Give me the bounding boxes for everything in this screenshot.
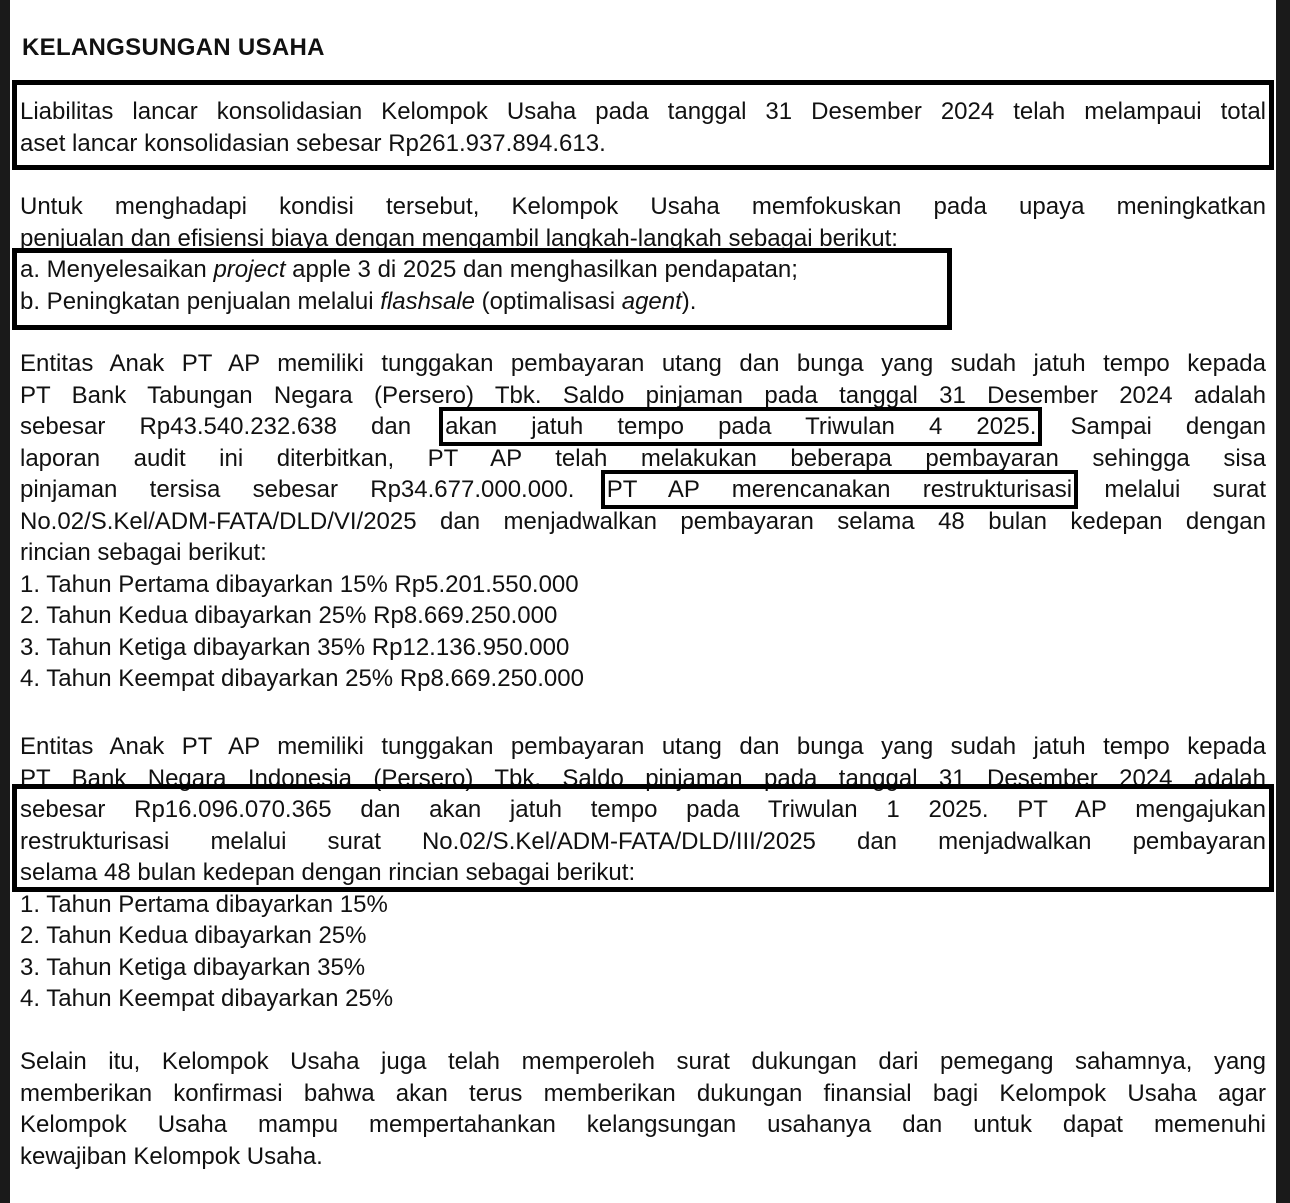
- list-item: 3. Tahun Ketiga dibayarkan 35% Rp12.136.950.000: [20, 633, 570, 661]
- list-item: 2. Tahun Kedua dibayarkan 25% Rp8.669.250.000: [20, 602, 558, 629]
- list-item-b: b. Peningkatan penjualan melalui flashsale (optimalisasi agent).: [20, 287, 697, 315]
- list-item: 3. Tahun Ketiga dibayarkan 35%: [20, 953, 366, 981]
- paragraph-line: aset lancar konsolidasian sebesar Rp261.937.894.613.: [20, 129, 606, 157]
- paragraph-line: Entitas Anak PT AP memiliki tunggakan pembayaran utang dan bunga yang sudah jatuh tempo kepada: [20, 350, 1266, 377]
- list-item-a: a. Menyelesaikan project apple 3 di 2025 dan menghasilkan pendapatan;: [20, 256, 798, 283]
- paragraph-line: Untuk menghadapi kondisi tersebut, Kelompok Usaha memfokuskan pada upaya meningkatkan: [20, 193, 1266, 220]
- highlight-box-efforts: [12, 248, 952, 330]
- paragraph-line: memberikan konfirmasi bahwa akan terus memberikan dukungan finansial bagi Kelompok Usaha agar: [20, 1079, 1266, 1107]
- paragraph-line: kewajiban Kelompok Usaha.: [20, 1142, 323, 1170]
- list-item: 4. Tahun Keempat dibayarkan 25% Rp8.669.250.000: [20, 665, 584, 692]
- list-item: 1. Tahun Pertama dibayarkan 15%: [20, 890, 388, 918]
- paragraph-line: Kelompok Usaha mampu mempertahankan kelangsungan usahanya dan untuk dapat memenuhi: [20, 1111, 1266, 1138]
- paragraph-line: pinjaman tersisa sebesar Rp34.677.000.000. PT AP merencanakan restrukturisasi melalui surat: [20, 476, 1266, 503]
- list-item: 1. Tahun Pertama dibayarkan 15% Rp5.201.550.000: [20, 570, 579, 598]
- paragraph-line: restrukturisasi melalui surat No.02/S.Kel/ADM-FATA/DLD/III/2025 dan menjadwalkan pembayaran: [20, 827, 1266, 855]
- document-page: [10, 0, 1276, 1203]
- list-item: 2. Tahun Kedua dibayarkan 25%: [20, 922, 367, 949]
- paragraph-line: sebesar Rp43.540.232.638 dan akan jatuh tempo pada Triwulan 4 2025. Sampai dengan: [20, 413, 1266, 440]
- paragraph-line: penjualan dan efisiensi biaya dengan mengambil langkah-langkah sebagai berikut:: [20, 224, 898, 252]
- paragraph-line: Liabilitas lancar konsolidasian Kelompok Usaha pada tanggal 31 Desember 2024 telah melampaui total: [20, 98, 1266, 125]
- paragraph-line: PT Bank Tabungan Negara (Persero) Tbk. Saldo pinjaman pada tanggal 31 Desember 2024 adalah: [20, 381, 1266, 409]
- list-item: 4. Tahun Keempat dibayarkan 25%: [20, 985, 394, 1012]
- paragraph-line: rincian sebagai berikut:: [20, 539, 267, 566]
- highlight-box-maturity: akan jatuh tempo pada Triwulan 4 2025.: [445, 413, 1037, 440]
- paragraph-line: Entitas Anak PT AP memiliki tunggakan pembayaran utang dan bunga yang sudah jatuh tempo kepada: [20, 733, 1266, 760]
- paragraph-line: No.02/S.Kel/ADM-FATA/DLD/VI/2025 dan menjadwalkan pembayaran selama 48 bulan kedepan dengan: [20, 507, 1266, 535]
- paragraph-line: selama 48 bulan kedepan dengan rincian sebagai berikut:: [20, 859, 636, 886]
- paragraph-line: sebesar Rp16.096.070.365 dan akan jatuh tempo pada Triwulan 1 2025. PT AP mengajukan: [20, 796, 1266, 823]
- highlight-box-bni: [12, 784, 1274, 892]
- section-heading: KELANGSUNGAN USAHA: [22, 34, 325, 61]
- paragraph-shareholder-support: [20, 1046, 1266, 1172]
- paragraph-line: Selain itu, Kelompok Usaha juga telah memperoleh surat dukungan dari pemegang sahamnya, yang: [20, 1048, 1266, 1075]
- paragraph-line: PT Bank Negara Indonesia (Persero) Tbk. Saldo pinjaman pada tanggal 31 Desember 2024 adalah: [20, 764, 1266, 792]
- highlight-box-restructuring: PT AP merencanakan restrukturisasi: [606, 476, 1073, 503]
- paragraph-line: laporan audit ini diterbitkan, PT AP telah melakukan beberapa pembayaran sehingga sisa: [20, 444, 1266, 472]
- paragraph-btn-loan: [20, 348, 1266, 695]
- paragraph-liabilities: [20, 96, 1266, 159]
